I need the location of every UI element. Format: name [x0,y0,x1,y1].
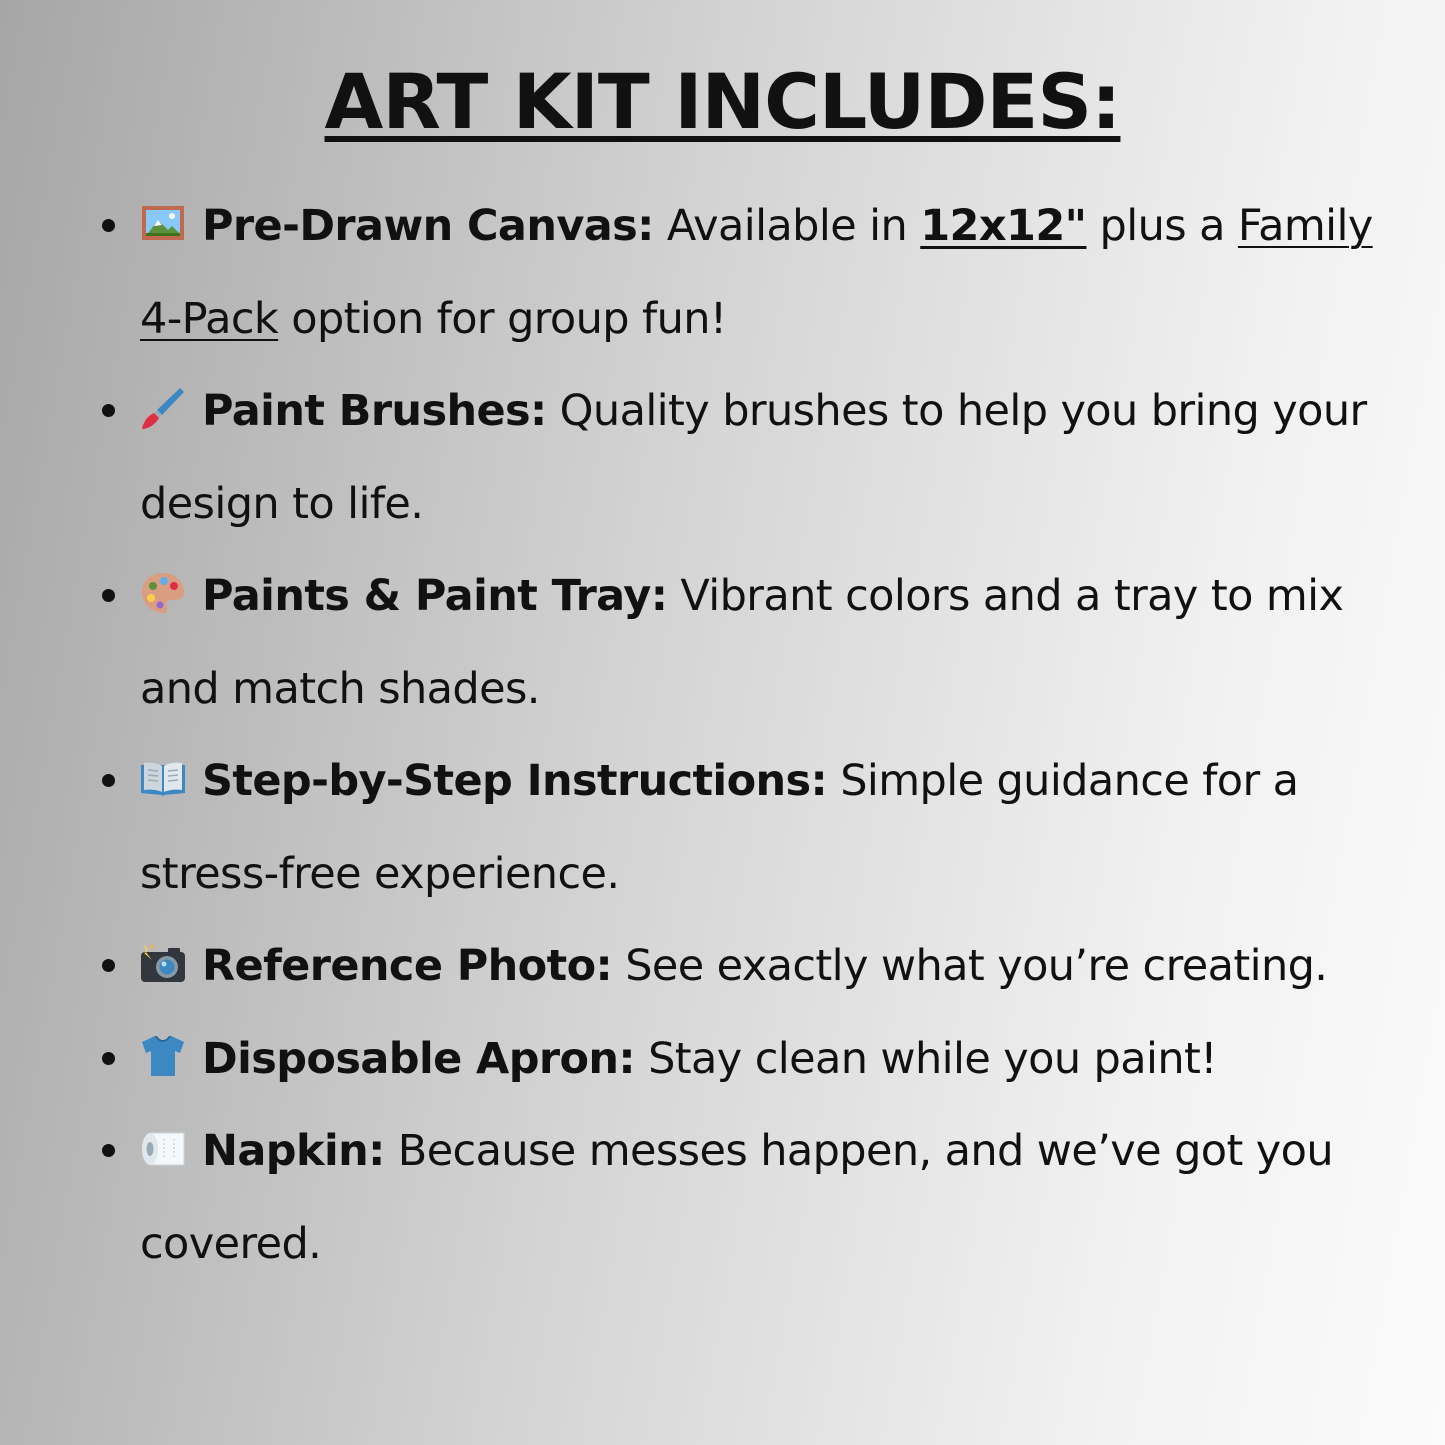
item-label: Step-by-Step Instructions: [202,756,828,806]
list-item-photo [140,920,1410,1013]
camera-flash-icon [140,940,186,986]
list-item-paints [140,550,1410,735]
framed-picture-icon [140,200,186,246]
item-text: Vibrant colors and a tray to mix and match shades. [140,571,1344,714]
item-text: Stay clean while you paint! [635,1033,1217,1084]
item-text: option for group fun! [278,293,727,344]
list-item-canvas [140,180,1410,365]
list-item-napkin [140,1105,1410,1290]
item-label: Disposable Apron: [202,1033,636,1084]
roll-of-paper-icon [140,1125,186,1171]
item-label: Pre-Drawn Canvas: [202,201,654,251]
page-title: ART KIT INCLUDES: [324,57,1121,146]
item-label: Paint Brushes: [202,386,547,436]
artist-palette-icon [140,570,186,616]
item-text: Available in [653,201,921,251]
list-item-instructions [140,735,1410,920]
item-text: Simple guidance for a stress-free experience. [140,756,1299,899]
paintbrush-icon [140,385,186,431]
t-shirt-icon [140,1033,186,1079]
item-text: Because messes happen, and we’ve got you covered. [140,1126,1334,1269]
kit-items-list [140,180,1410,1290]
item-text: See exactly what you’re creating. [612,941,1328,991]
item-label: Napkin: [202,1126,385,1176]
item-text: Quality brushes to help you bring your design to life. [140,386,1367,529]
list-item-brushes [140,365,1410,550]
item-label: Reference Photo: [202,941,613,991]
list-item-apron [140,1013,1410,1106]
item-text: plus a [1086,201,1238,251]
canvas-size: 12x12" [920,201,1087,251]
open-book-icon [140,755,186,801]
family-pack-option: Family 4-Pack [140,201,1373,344]
item-label: Paints & Paint Tray: [202,571,668,621]
